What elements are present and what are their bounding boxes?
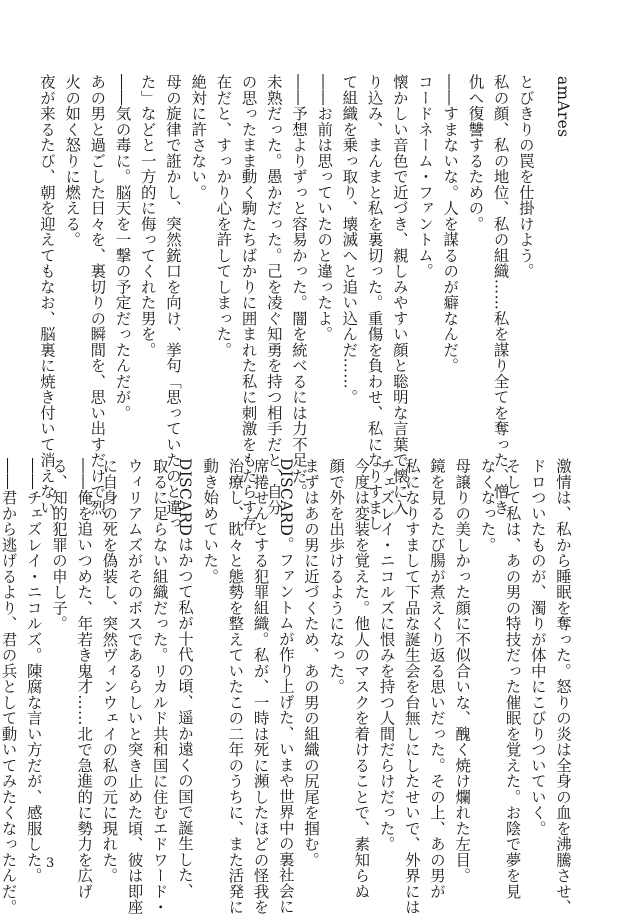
body-line: 激情は、私から睡眠を奪った。怒りの炎は全身の血を沸騰させ、: [554, 458, 572, 915]
text-block-lower: [0, 458, 575, 915]
body-line: 未熟だった。愚かだった。己を凌ぐ知勇を持つ相手だと、自分: [264, 74, 283, 515]
body-line: 今度は変装を覚えた。他人のマスクを着けることで、素知らぬ: [352, 458, 371, 899]
body-line: ドロついたものが、濁りが体中にこびりついていく。: [528, 458, 547, 836]
body-line: に自身の死を偽装し、突然ヴィンウェイの私の元に現れた。: [100, 458, 119, 884]
body-line: とびきりの罠を仕掛けよう。: [516, 74, 535, 279]
body-line: ウィリアムズがそのボスであるらしいと突き止めた頃、彼は即座: [125, 458, 144, 915]
body-line: ――君から逃げるより、君の兵として動いてみたくなったんだ。: [0, 458, 18, 915]
body-line: 夜が来るたび、朝を迎えてもなお、脳裏に焼き付いて消えない: [37, 74, 56, 515]
body-line: ――予想よりずっと容易かった。闇を統べるには力不足だ。: [289, 74, 308, 500]
body-line: そして私は、あの男の特技だった催眠を覚えた。お陰で夢を見: [503, 458, 522, 899]
body-line: た」などと一方的に侮ってくれた男を。: [138, 74, 157, 358]
body-line: 仇へ復讐するための。: [466, 74, 485, 232]
body-line: り込み、まんまと私を裏切った。重傷を負わせ、私になりすまし: [365, 74, 384, 531]
body-line: ――すまないな。人を謀るのが癖なんだ。: [441, 74, 460, 374]
body-line: 治療し、眈々と態勢を整えていたこの二年のうちに、また活発に: [226, 458, 245, 915]
body-line: の思ったまま動く駒たちばかりに囲まれた私に刺激をもたらす存: [239, 74, 258, 531]
chapter-title: amAres: [554, 76, 572, 138]
body-line: あの男と過ごした日々を、裏切りの瞬間を、思い出すだけで烈: [88, 74, 107, 515]
body-line: 在だと、すっかり心を許してしまった。: [214, 74, 233, 358]
body-line: 母の旋律で誑かし、突然銃口を向け、挙句「思っていたのと違っ: [163, 74, 182, 531]
body-line: 私の顔、私の地位、私の組織……私を謀り全てを奪った、憎き: [491, 74, 510, 515]
body-line: コードネーム・ファントム。: [415, 74, 434, 279]
body-line: なくなった。: [478, 458, 497, 553]
body-line: て組織を乗っ取り、壊滅へと追い込んだ……。: [340, 74, 359, 405]
body-line: 懐かしい音色で近づき、親しみやすい顔と聡明な言葉で懐に入: [390, 74, 409, 515]
body-line: 顔で外を出歩けるようになった。: [327, 458, 346, 695]
body-line: 動き始めていた。: [201, 458, 220, 584]
body-line: DISCARD。ファントムが作り上げた、いまや世界中の裏社会に: [276, 458, 295, 915]
body-line: チェズレイ・ニコルズに恨みを持つ人間だらけだった。: [377, 458, 396, 852]
body-line: 私になりすまして下品な誕生会を台無しにしたせいで、外界には: [402, 458, 421, 915]
body-line: 母譲りの美しかった顔に不似合いな、醜く焼け爛れた左目。: [453, 458, 472, 884]
body-line: ――俺を追いつめた、年若き鬼才……北で急進的に勢力を広げ: [75, 458, 94, 899]
body-line: ――チェズレイ・ニコルズ。陳腐な言い方だが、感服した。: [24, 458, 43, 884]
body-line: る、知的犯罪の申し子。: [49, 458, 68, 632]
body-line: 絶対に許さない。: [189, 74, 208, 200]
body-line: ――お前は思っていたのと違ったよ。: [315, 74, 334, 342]
page-number: 3: [46, 856, 55, 871]
body-line: まずはあの男に近づくため、あの男の組織の尻尾を掴む。: [301, 458, 320, 868]
body-line: 火の如く怒りに燃える。: [63, 74, 82, 248]
body-line: 取るに足らない組織だった。リカルド共和国に住むエドワード・: [150, 458, 169, 915]
body-line: DISCARDはかつて私が十代の頃、遥か遠くの国で誕生した、: [175, 458, 194, 899]
body-line: 席捲せんとする犯罪組織。私が、一時は死に瀕したほどの怪我を: [251, 458, 270, 915]
body-line: ――気の毒に。脳天を一撃の予定だったんだが。: [113, 74, 132, 421]
body-line: 鏡を見るたび腸が煮えくり返る思いだった。その上、あの男が: [427, 458, 446, 899]
